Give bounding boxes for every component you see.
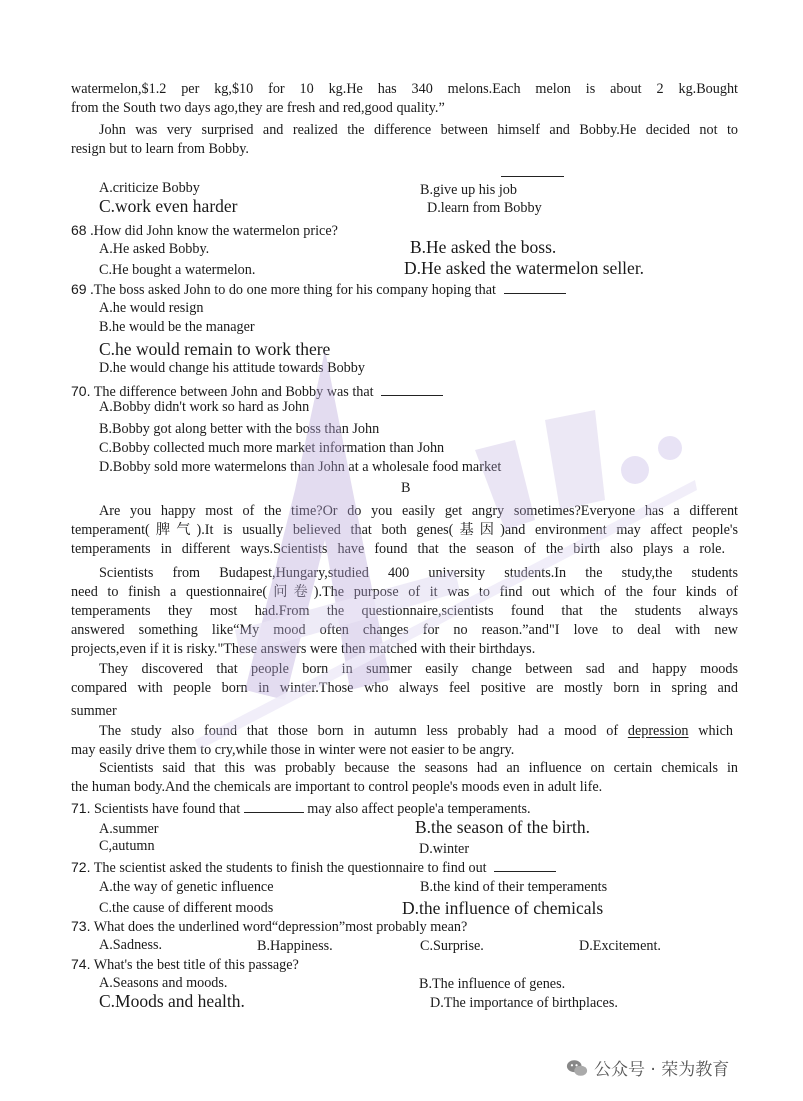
q72-question [71,858,556,877]
q69-question [71,280,566,299]
q73-number: 73. [71,918,91,934]
answer-blank [504,281,566,294]
wechat-icon [566,1057,588,1079]
passage-b-line: temperament(脾气).It is usually believed that both genes(基因)and environment may affect people's [71,522,738,538]
passage-a-line: John was very surprised and realized the difference between himself and Bobby.He decided not to [99,122,738,138]
q69-option-c: C.he would remain to work there [99,339,331,359]
q69-option-a: A.he would resign [99,300,204,316]
section-label: B [401,480,411,496]
passage-b-line: They discovered that people born in summer easily change between sad and happy moods [99,661,738,677]
q74-question [71,955,299,974]
passage-b-line [99,722,733,740]
passage-b-line: temperaments in different ways.Scientists have found that the season of the birth also plays a role. [71,541,725,557]
q67-option-d: D.learn from Bobby [427,200,542,216]
text-run: The study also found that those born in autumn less probably had a mood of [99,723,628,739]
passage-b-line: need to finish a questionnaire(问卷).The purpose of it was to find out which of the four kinds of [71,584,738,600]
q68-question [71,221,338,240]
q72-stem: The scientist asked the students to finish the questionnaire to find out [93,860,487,876]
answer-blank [244,800,304,813]
q68-option-d: D.He asked the watermelon seller. [404,258,645,278]
footer-text: 公众号 · 荣为教育 [594,1060,730,1080]
passage-b-line: Are you happy most of the time?Or do you easily get angry sometimes?Everyone has a different [99,503,738,519]
q74-option-d: D.The importance of birthplaces. [430,995,618,1011]
q72-number: 72. [71,859,91,875]
q67-option-a: A.criticize Bobby [99,180,200,196]
q71-stem-before: Scientists have found that [94,801,241,817]
passage-b-line: the human body.And the chemicals are important to control people's moods even in adult life. [71,779,603,795]
passage-b-line: summer [71,703,117,719]
q70-option-a: A.Bobby didn't work so hard as John [99,399,310,415]
q68-option-a: A.He asked Bobby. [99,241,210,257]
passage-b-line: Scientists from Budapest,Hungary,studied 400 university students.In the study,the students [99,565,738,581]
q70-number: 70. [71,383,91,399]
q71-stem-after: may also affect people'a temperaments. [307,801,531,817]
q67-option-c: C.work even harder [99,196,238,216]
q69-stem: .The boss asked John to do one more thing for his company hoping that [90,282,496,298]
passage-b-line: may easily drive them to cry,while those in winter were not easier to be angry. [71,742,515,758]
q73-option-b: B.Happiness. [257,938,333,954]
q74-stem: What's the best title of this passage? [93,957,299,973]
q67-option-b: B.give up his job [420,182,517,198]
q70-option-b: B.Bobby got along better with the boss than John [99,421,380,437]
q70-option-c: C.Bobby collected much more market information than John [99,440,445,456]
q69-option-d: D.he would change his attitude towards Bobby [99,360,365,376]
answer-blank [501,164,564,177]
q72-option-b: B.the kind of their temperaments [420,879,608,895]
q71-option-b: B.the season of the birth. [415,817,590,837]
passage-b-line: projects,even if it is risky."These answers were then matched with their birthdays. [71,641,536,657]
q68-stem: .How did John know the watermelon price? [90,223,338,239]
q68-number: 68 [71,222,87,238]
q71-option-c: C,autumn [99,838,155,854]
q68-option-b: B.He asked the boss. [410,237,557,257]
passage-a-line: from the South two days ago,they are fresh and red,good quality.” [71,100,445,116]
passage-b-line: Scientists said that this was probably because the seasons had an influence on certain chemicals in [99,760,738,776]
answer-blank [494,859,556,872]
q73-option-d: D.Excitement. [579,938,661,954]
passage-b-line: answered something like“My mood often changes for no reason.”and"I love to deal with new [71,622,738,638]
footer-brand [566,1055,729,1080]
q73-option-c: C.Surprise. [420,938,484,954]
q71-option-a: A.summer [99,821,159,837]
text-run: which [688,723,733,739]
q71-question [71,799,531,818]
q72-option-d: D.the influence of chemicals [402,898,604,918]
answer-blank [381,383,443,396]
passage-b-line: compared with people born in winter.Those who always feel positive are mostly born in spring and [71,680,738,696]
q71-option-d: D.winter [419,841,470,857]
underlined-word: depression [627,723,689,739]
q68-option-c: C.He bought a watermelon. [99,262,256,278]
q73-question [71,917,467,936]
q74-option-c: C.Moods and health. [99,991,245,1011]
q72-option-a: A.the way of genetic influence [99,879,274,895]
q74-option-b: B.The influence of genes. [419,976,566,992]
q69-option-b: B.he would be the manager [99,319,255,335]
passage-a-line: resign but to learn from Bobby. [71,141,249,157]
q73-stem: What does the underlined word“depression”most probably mean? [93,919,468,935]
q73-option-a: A.Sadness. [99,937,163,953]
q69-number: 69 [71,281,87,297]
q71-number: 71. [71,800,91,816]
passage-b-line: temperaments they most had.From the questionnaire,scientists found that the students always [71,603,738,619]
q72-option-c: C.the cause of different moods [99,900,274,916]
q74-number: 74. [71,956,91,972]
q70-stem: The difference between John and Bobby was that [93,384,374,400]
q74-option-a: A.Seasons and moods. [99,975,228,991]
passage-a-line: watermelon,$1.2 per kg,$10 for 10 kg.He has 340 melons.Each melon is about 2 kg.Bought [71,81,738,97]
q70-option-d: D.Bobby sold more watermelons than John at a wholesale food market [99,459,502,475]
